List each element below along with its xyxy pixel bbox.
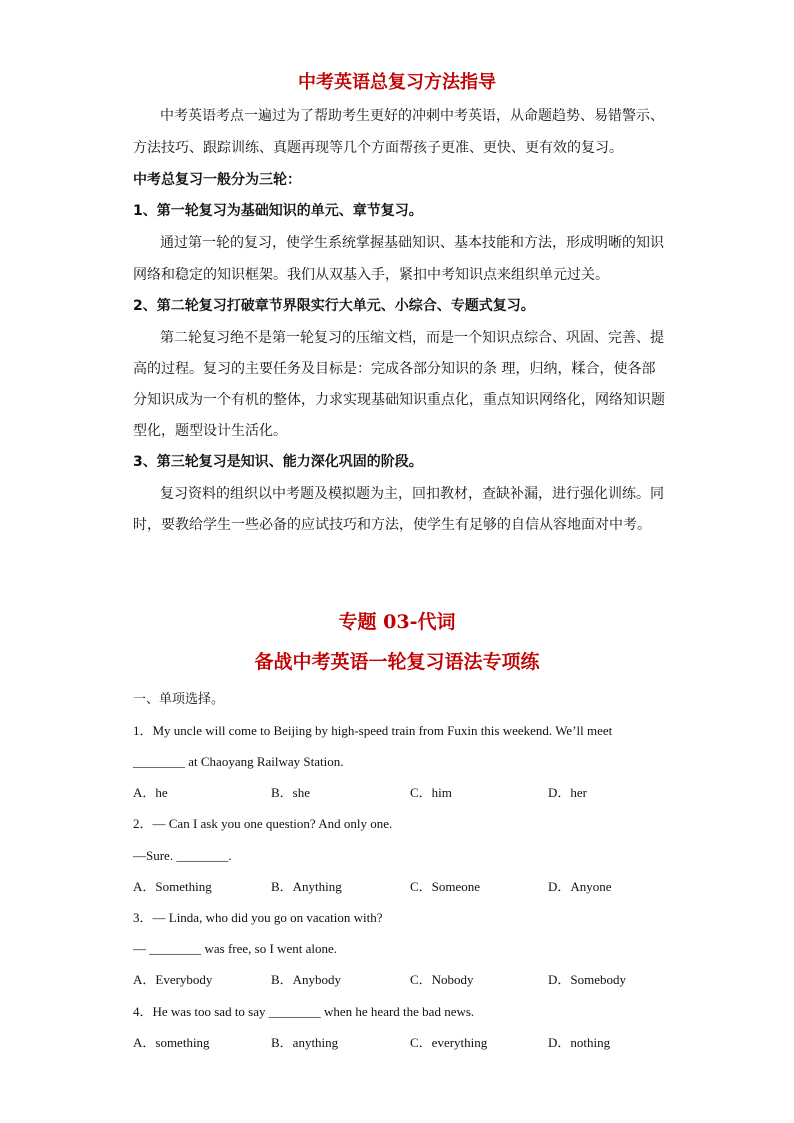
question-3-line-2: — ________ was free, so I went alone. <box>133 941 337 956</box>
round3-heading: 3、第三轮复习是知识、能力深化巩固的阶段。 <box>133 454 423 470</box>
round2-line-2: 高的过程。复习的主要任务及目标是：完成各部分知识的条 理，归纳，糅合，使各部 <box>133 361 656 377</box>
round1-heading: 1、第一轮复习为基础知识的单元、章节复习。 <box>133 203 423 219</box>
guide-intro-line-1: 中考英语考点一遍过为了帮助考生更好的冲刺中考英语，从命题趋势、易错警示、 <box>160 108 664 124</box>
question-2-option-b: B．Anything <box>271 879 342 894</box>
round2-line-3: 分知识成为一个有机的整体，力求实现基础知识重点化，重点知识网络化，网络知识题 <box>133 392 665 408</box>
round2-line-1: 第二轮复习绝不是第一轮复习的压缩文档，而是一个知识点综合、巩固、完善、提 <box>160 330 664 346</box>
question-1-option-b: B．she <box>271 785 311 800</box>
topic-subtitle: 备战中考英语一轮复习语法专项练 <box>254 651 540 673</box>
round2-line-4: 型化，题型设计生活化。 <box>133 423 287 439</box>
topic-title: 专题 03-代词 <box>338 611 456 633</box>
question-1-line-2: ________ at Chaoyang Railway Station. <box>133 754 344 769</box>
round1-line-2: 网络和稳定的知识框架。我们从双基入手，紧扣中考知识点来组织单元过关。 <box>133 267 609 283</box>
question-3-option-b: B．Anybody <box>271 972 342 987</box>
question-3-option-c: C．Nobody <box>410 972 474 987</box>
question-1-option-d: D．her <box>548 785 587 800</box>
question-2-option-d: D．Anyone <box>548 879 612 894</box>
round2-heading: 2、第二轮复习打破章节界限实行大单元、小综合、专题式复习。 <box>133 298 535 314</box>
question-4-line-1: 4．He was too sad to say ________ when he heard the bad news. <box>133 1004 475 1019</box>
round3-line-1: 复习资料的组织以中考题及模拟题为主，回扣教材，查缺补漏，进行强化训练。同 <box>160 486 664 502</box>
question-2-line-1: 2．— Can I ask you one question? And only one. <box>133 816 393 831</box>
question-3-option-d: D．Somebody <box>548 972 627 987</box>
question-1-option-a: A．he <box>133 785 168 800</box>
guide-title: 中考英语总复习方法指导 <box>298 72 496 93</box>
question-3-option-a: A．Everybody <box>133 972 213 987</box>
question-4-option-a: A．something <box>133 1035 210 1050</box>
question-2-line-2: —Sure. ________. <box>133 848 232 863</box>
question-2-option-c: C．Someone <box>410 879 481 894</box>
round3-line-2: 时，要教给学生一些必备的应试技巧和方法，使学生有足够的自信从容地面对中考。 <box>133 517 651 533</box>
question-4-option-c: C．everything <box>410 1035 488 1050</box>
section-heading: 一、单项选择。 <box>133 692 225 707</box>
question-1-line-1: 1．My uncle will come to Beijing by high-speed train from Fuxin this weekend. We’ll meet <box>133 723 613 738</box>
question-2-option-a: A．Something <box>133 879 212 894</box>
guide-intro-line-2: 方法技巧、跟踪训练、真题再现等几个方面帮孩子更准、更快、更有效的复习。 <box>133 140 623 156</box>
question-4-option-b: B．anything <box>271 1035 339 1050</box>
question-4-option-d: D．nothing <box>548 1035 611 1050</box>
rounds-heading: 中考总复习一般分为三轮： <box>133 172 301 188</box>
question-3-line-1: 3．— Linda, who did you go on vacation with? <box>133 910 383 925</box>
question-1-option-c: C．him <box>410 785 452 800</box>
round1-line-1: 通过第一轮的复习，使学生系统掌握基础知识、基本技能和方法，形成明晰的知识 <box>160 235 664 251</box>
